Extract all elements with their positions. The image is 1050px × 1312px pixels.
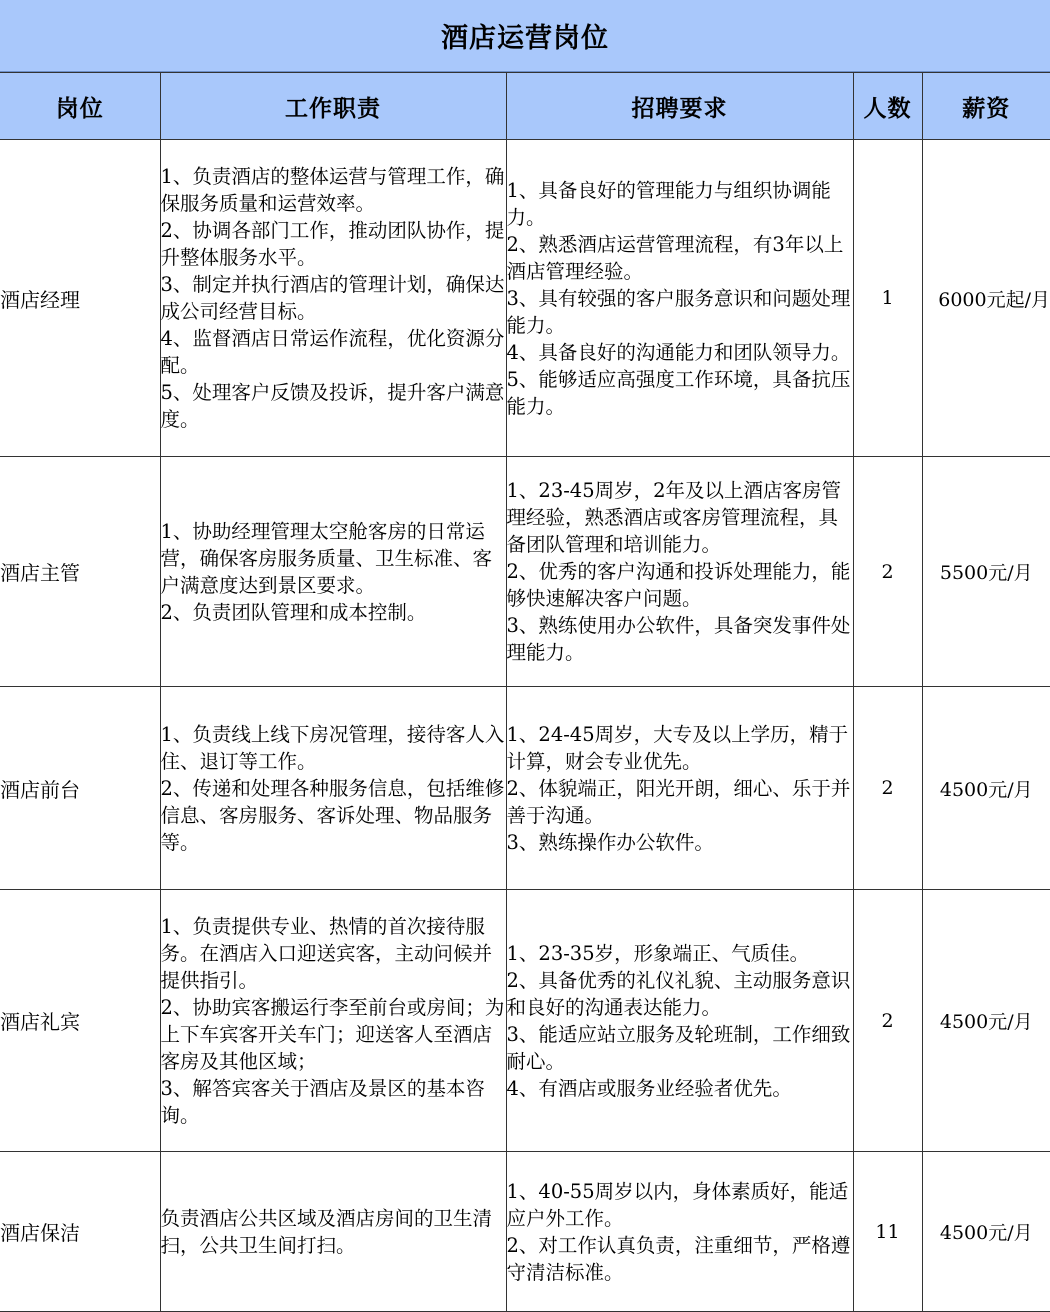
count-cell: 1 <box>853 140 922 457</box>
salary-cell: 5500元/月 <box>922 457 1050 687</box>
duties-cell: 1、负责提供专业、热情的首次接待服务。在酒店入口迎送宾客，主动问候并提供指引。 2、协助宾客搬运行李至前台或房间；为上下车宾客开关车门；迎送客人至酒店客房及其他区域； 3、解答宾客关于酒店及景区的基本咨询。 <box>160 890 506 1152</box>
count-cell: 2 <box>853 687 922 890</box>
table-row <box>0 1152 1050 1312</box>
header-count: 人数 <box>853 73 922 140</box>
position-cell: 酒店礼宾 <box>0 890 160 1152</box>
header-requirements: 招聘要求 <box>506 73 853 140</box>
sheet-title: 酒店运营岗位 <box>0 0 1050 72</box>
duties-cell: 1、负责线上线下房况管理，接待客人入住、退订等工作。 2、传递和处理各种服务信息，包括维修信息、客房服务、客诉处理、物品服务等。 <box>160 687 506 890</box>
salary-cell: 4500元/月 <box>922 687 1050 890</box>
job-table <box>0 72 1050 1312</box>
requirements-cell: 1、40-55周岁以内，身体素质好，能适应户外工作。 2、对工作认真负责，注重细节，严格遵守清洁标准。 <box>506 1152 853 1312</box>
position-cell: 酒店前台 <box>0 687 160 890</box>
header-duties: 工作职责 <box>160 73 506 140</box>
duties-cell: 1、协助经理管理太空舱客房的日常运营，确保客房服务质量、卫生标准、客户满意度达到景区要求。 2、负责团队管理和成本控制。 <box>160 457 506 687</box>
count-cell: 11 <box>853 1152 922 1312</box>
count-cell: 2 <box>853 890 922 1152</box>
requirements-cell: 1、24-45周岁，大专及以上学历，精于计算，财会专业优先。 2、体貌端正，阳光开朗，细心、乐于并善于沟通。 3、熟练操作办公软件。 <box>506 687 853 890</box>
requirements-cell: 1、23-45周岁，2年及以上酒店客房管理经验，熟悉酒店或客房管理流程，具备团队管理和培训能力。 2、优秀的客户沟通和投诉处理能力，能够快速解决客户问题。 3、熟练使用办公软件，具备突发事件处理能力。 <box>506 457 853 687</box>
salary-cell: 4500元/月 <box>922 1152 1050 1312</box>
table-row <box>0 140 1050 457</box>
table-row <box>0 457 1050 687</box>
table-row <box>0 687 1050 890</box>
header-row <box>0 73 1050 140</box>
count-cell: 2 <box>853 457 922 687</box>
salary-cell: 6000元起/月 <box>922 140 1050 457</box>
position-cell: 酒店经理 <box>0 140 160 457</box>
duties-cell: 负责酒店公共区域及酒店房间的卫生清扫，公共卫生间打扫。 <box>160 1152 506 1312</box>
header-salary: 薪资 <box>922 73 1050 140</box>
header-position: 岗位 <box>0 73 160 140</box>
salary-cell: 4500元/月 <box>922 890 1050 1152</box>
position-cell: 酒店保洁 <box>0 1152 160 1312</box>
requirements-cell: 1、23-35岁，形象端正、气质佳。 2、具备优秀的礼仪礼貌、主动服务意识和良好的沟通表达能力。 3、能适应站立服务及轮班制，工作细致耐心。 4、有酒店或服务业经验者优先。 <box>506 890 853 1152</box>
requirements-cell: 1、具备良好的管理能力与组织协调能力。 2、熟悉酒店运营管理流程，有3年以上酒店管理经验。 3、具有较强的客户服务意识和问题处理能力。 4、具备良好的沟通能力和团队领导力。 5、能够适应高强度工作环境，具备抗压能力。 <box>506 140 853 457</box>
duties-cell: 1、负责酒店的整体运营与管理工作，确保服务质量和运营效率。 2、协调各部门工作，推动团队协作，提升整体服务水平。 3、制定并执行酒店的管理计划，确保达成公司经营目标。 4、监督酒店日常运作流程，优化资源分配。 5、处理客户反馈及投诉，提升客户满意度。 <box>160 140 506 457</box>
table-row <box>0 890 1050 1152</box>
position-cell: 酒店主管 <box>0 457 160 687</box>
